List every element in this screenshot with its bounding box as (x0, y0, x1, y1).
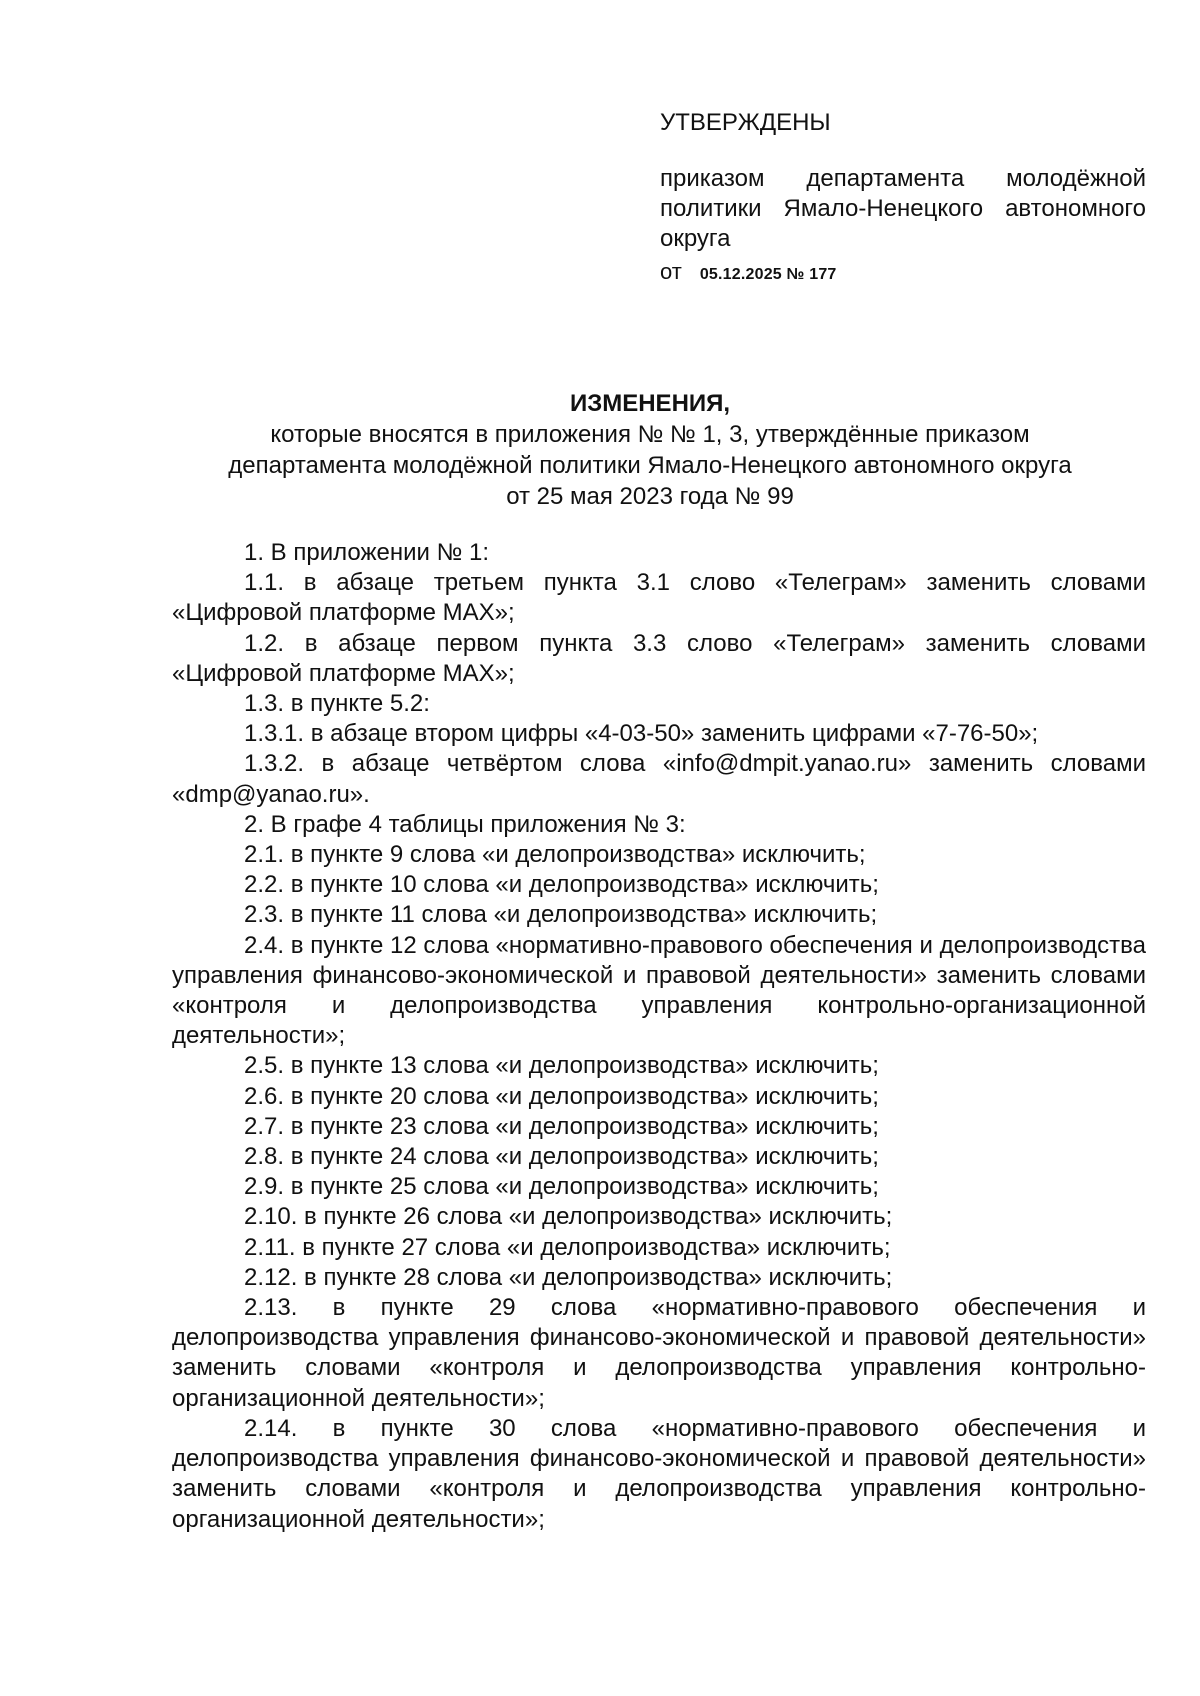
body-paragraph: 2.8. в пункте 24 слова «и делопроизводства» исключить; (244, 1143, 879, 1171)
body-paragraph: 2.2. в пункте 10 слова «и делопроизводства» исключить; (244, 871, 879, 899)
body-paragraph: 2.14. в пункте 30 слова «нормативно-правового обеспечения и делопроизводства управления финансово-экономической и правовой деятельности» заменить словами «контроля и делопроизводства управления контрольно-организационной деятельности»; (172, 1414, 1146, 1533)
document-subtitle-line: департамента молодёжной политики Ямало-Ненецкого автономного округа (228, 452, 1072, 479)
body-paragraph: 1.3. в пункте 5.2: (244, 690, 430, 718)
body-paragraph: 2.12. в пункте 28 слова «и делопроизводства» исключить; (244, 1263, 893, 1291)
body-paragraph: 2.5. в пункте 13 слова «и делопроизводства» исключить; (244, 1052, 879, 1080)
body-paragraph: 2.10. в пункте 26 слова «и делопроизводства» исключить; (244, 1203, 893, 1231)
body-paragraph: 1. В приложении № 1: (244, 539, 490, 566)
body-paragraph: 2.1. в пункте 9 слова «и делопроизводства» исключить; (244, 841, 866, 869)
document-subtitle-line: от 25 мая 2023 года № 99 (506, 483, 794, 510)
body-paragraph: 2.13. в пункте 29 слова «нормативно-правового обеспечения и делопроизводства управления финансово-экономической и правовой деятельности» заменить словами «контроля и делопроизводства управления контрольно-организационной деятельности»; (172, 1294, 1146, 1412)
body-paragraph: 2.3. в пункте 11 слова «и делопроизводства» исключить; (244, 901, 878, 929)
approval-stamp (660, 108, 1146, 289)
approval-title: УТВЕРЖДЕНЫ (660, 109, 831, 136)
document-title: ИЗМЕНЕНИЯ, (569, 390, 731, 417)
approval-date-line (660, 258, 1146, 289)
body-paragraph: 2.6. в пункте 20 слова «и делопроизводства» исключить; (244, 1082, 879, 1110)
body-paragraph: 2. В графе 4 таблицы приложения № 3: (244, 810, 686, 838)
body-paragraph: 2.7. в пункте 23 слова «и делопроизводства» исключить; (244, 1112, 879, 1140)
approval-date-prefix: от (660, 259, 682, 284)
body-paragraph: 1.3.1. в абзаце втором цифры «4-03-50» заменить цифрами «7-76-50»; (244, 720, 1039, 748)
approval-order-text: приказом департамента молодёжной политики Ямало-Ненецкого автономного округа (660, 165, 1146, 252)
body-paragraph: 2.9. в пункте 25 слова «и делопроизводства» исключить; (244, 1173, 879, 1201)
body-paragraph: 2.4. в пункте 12 слова «нормативно-правового обеспечения и делопроизводства управления финансово-экономической и правовой деятельности» заменить словами «контроля и делопроизводства управления контрольно-организационной деятельности»; (172, 931, 1146, 1050)
body-paragraph: 1.3.2. в абзаце четвёртом слова «info@dmpit.yanao.ru» заменить словами «dmp@yanao.ru». (172, 750, 1146, 808)
document-header (150, 388, 1150, 512)
body-paragraph: 1.1. в абзаце третьем пункта 3.1 слово «Телеграм» заменить словами «Цифровой платформе MAX»; (172, 569, 1146, 627)
document-body (172, 538, 1146, 1535)
body-paragraph: 1.2. в абзаце первом пункта 3.3 слово «Телеграм» заменить словами «Цифровой платформе MAX»; (172, 629, 1146, 687)
body-paragraph: 2.11. в пункте 27 слова «и делопроизводства» исключить; (244, 1233, 891, 1261)
approval-date-value: 05.12.2025 № 177 (699, 266, 837, 283)
document-subtitle-line: которые вносятся в приложения № № 1, 3, утверждённые приказом (270, 421, 1030, 448)
